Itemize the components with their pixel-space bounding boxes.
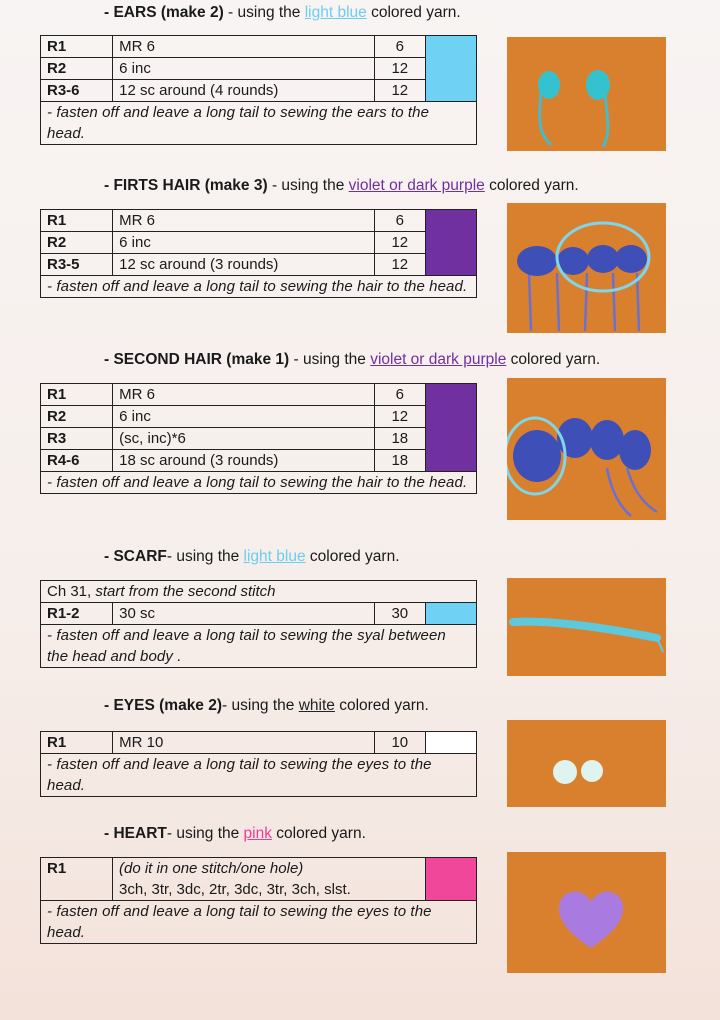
table-row: R1 (do it in one stitch/one hole) 3ch, 3tr, 3dc, 2tr, 3dc, 3tr, 3ch, slst. bbox=[41, 858, 477, 901]
note: - fasten off and leave a long tail to sewing the syal between the head and body . bbox=[41, 625, 477, 668]
eyes-pattern-table bbox=[40, 731, 477, 797]
color-swatch bbox=[425, 36, 476, 102]
chain-instruction: Ch 31, start from the second stitch bbox=[41, 581, 477, 603]
table-row: R1 MR 6 6 bbox=[41, 384, 477, 406]
crochet-scarf-photo bbox=[507, 578, 666, 676]
color-swatch bbox=[425, 732, 476, 754]
table-row: R2 6 inc 12 bbox=[41, 406, 477, 428]
table-row: R2 6 inc 12 bbox=[41, 58, 477, 80]
note: - fasten off and leave a long tail to sewing the hair to the head. bbox=[41, 472, 477, 494]
heart-heading: - HEART- using the pink colored yarn. bbox=[104, 825, 366, 842]
crochet-ears-photo bbox=[507, 37, 666, 151]
ears-heading: - EARS (make 2) - using the light blue colored yarn. bbox=[104, 4, 461, 21]
color-swatch bbox=[425, 210, 476, 276]
table-row bbox=[41, 102, 477, 145]
heart-pattern-table bbox=[40, 857, 477, 944]
note: - fasten off and leave a long tail to sewing the eyes to the head. bbox=[41, 901, 477, 944]
table-row bbox=[41, 901, 477, 944]
note: - fasten off and leave a long tail to sewing the eyes to the head. bbox=[41, 754, 477, 797]
table-row: R3-6 12 sc around (4 rounds) 12 bbox=[41, 80, 477, 102]
table-row bbox=[41, 754, 477, 797]
scarf-heading: - SCARF- using the light blue colored yarn. bbox=[104, 548, 400, 565]
table-row: R3-5 12 sc around (3 rounds) 12 bbox=[41, 254, 477, 276]
table-row: R1 MR 6 6 bbox=[41, 210, 477, 232]
color-swatch bbox=[426, 858, 477, 901]
table-row: R4-6 18 sc around (3 rounds) 18 bbox=[41, 450, 477, 472]
color-swatch bbox=[425, 384, 476, 472]
table-row: R1 MR 10 10 bbox=[41, 732, 477, 754]
crochet-heart-photo bbox=[507, 852, 666, 973]
second-hair-pattern-table bbox=[40, 383, 477, 494]
second-hair-heading: - SECOND HAIR (make 1) - using the violet or dark purple colored yarn. bbox=[104, 351, 601, 368]
crochet-hair-joined-photo bbox=[507, 378, 666, 520]
table-row bbox=[41, 625, 477, 668]
ears-pattern-table bbox=[40, 35, 477, 145]
table-row bbox=[41, 276, 477, 298]
note: - fasten off and leave a long tail to sewing the hair to the head. bbox=[41, 276, 477, 298]
eyes-heading: - EYES (make 2)- using the white colored yarn. bbox=[104, 697, 429, 714]
table-row bbox=[41, 581, 477, 603]
crochet-hair-pieces-photo bbox=[507, 203, 666, 333]
table-row bbox=[41, 472, 477, 494]
first-hair-pattern-table bbox=[40, 209, 477, 298]
first-hair-heading: - FIRTS HAIR (make 3) - using the violet or dark purple colored yarn. bbox=[104, 177, 579, 194]
scarf-pattern-table bbox=[40, 580, 477, 668]
table-row: R1 MR 6 6 bbox=[41, 36, 477, 58]
crochet-eyes-photo bbox=[507, 720, 666, 807]
table-row: R3 (sc, inc)*6 18 bbox=[41, 428, 477, 450]
table-row: R2 6 inc 12 bbox=[41, 232, 477, 254]
table-row: R1-2 30 sc 30 bbox=[41, 603, 477, 625]
color-swatch bbox=[425, 603, 476, 625]
note: - fasten off and leave a long tail to sewing the ears to the head. bbox=[41, 102, 477, 145]
